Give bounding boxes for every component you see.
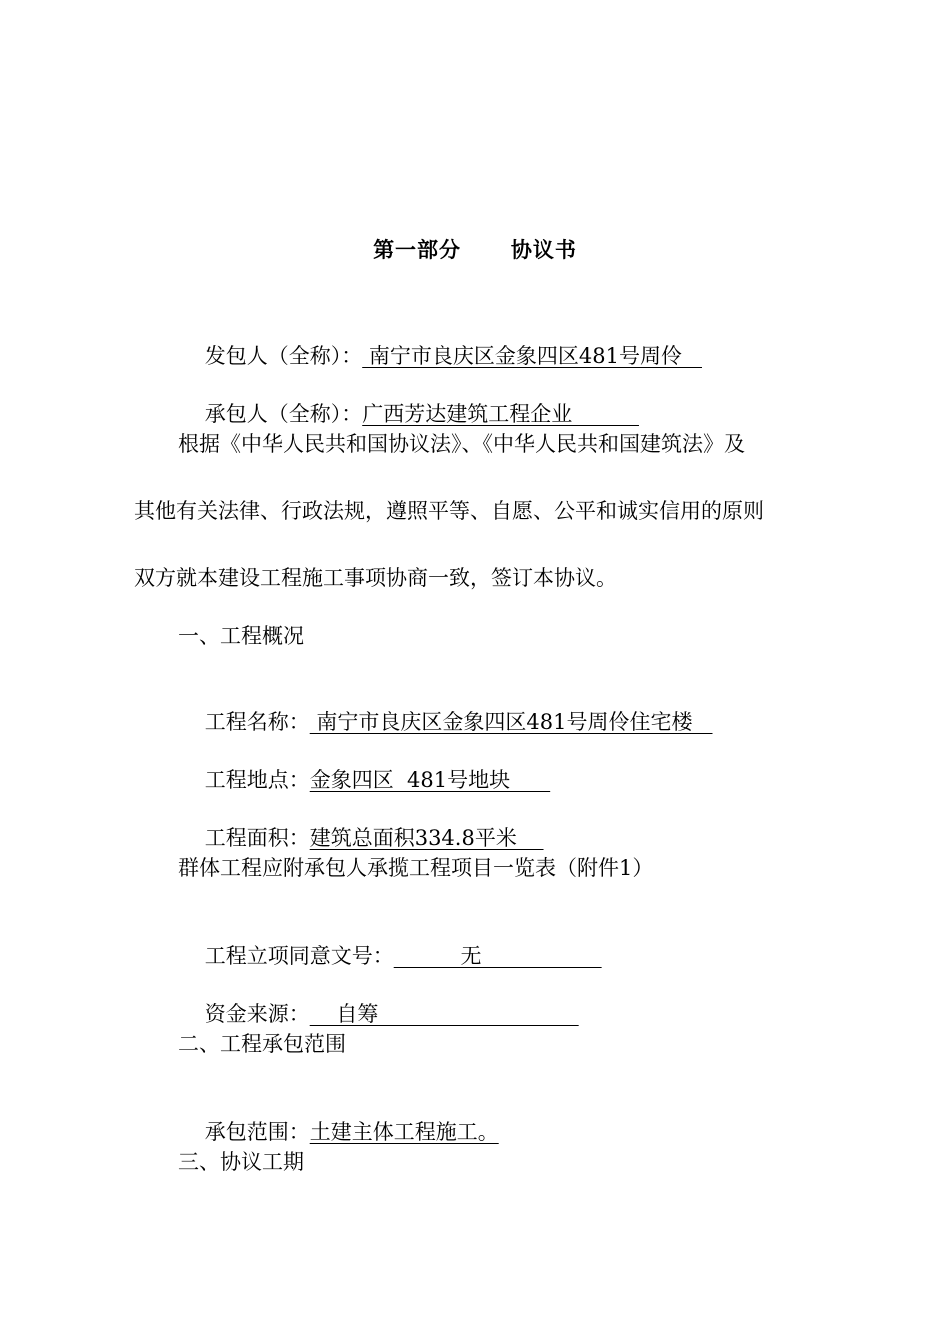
project-area-label: 工程面积： — [204, 826, 310, 850]
approval-number-value: 无 — [393, 944, 602, 968]
employer-value: 南宁市良庆区金象四区481号周伶 — [362, 344, 702, 368]
project-location-label: 工程地点： — [204, 768, 310, 792]
intro-line-3: 双方就本建设工程施工事项协商一致，签订本协议。 — [134, 566, 617, 590]
project-name-value: 南宁市良庆区金象四区481号周伶住宅楼 — [309, 710, 713, 734]
scope-label: 承包范围： — [204, 1120, 310, 1144]
page-title: 第一部分 协议书 — [373, 238, 577, 262]
project-location-value: 金象四区 481号地块 — [309, 768, 551, 792]
approval-number-label: 工程立项同意文号： — [204, 944, 394, 968]
project-name-label: 工程名称： — [204, 710, 310, 734]
employer-label: 发包人（全称）： — [204, 344, 363, 368]
intro-line-1: 根据《中华人民共和国协议法》、《中华人民共和国建筑法》及 — [178, 432, 745, 456]
section-1-heading: 一、工程概况 — [178, 624, 304, 648]
funding-source-label: 资金来源： — [204, 1002, 310, 1026]
funding-source-value: 自筹 — [309, 1002, 579, 1026]
section-3-heading: 三、协议工期 — [178, 1150, 304, 1174]
section-2-heading: 二、工程承包范围 — [178, 1032, 346, 1056]
contractor-value: 广西芳达建筑工程企业 — [362, 402, 639, 426]
contractor-label: 承包人（全称）： — [204, 402, 363, 426]
intro-line-2: 其他有关法律、行政法规，遵照平等、自愿、公平和诚实信用的原则 — [134, 499, 764, 523]
group-project-note: 群体工程应附承包人承揽工程项目一览表（附件1） — [178, 856, 654, 880]
scope-value: 土建主体工程施工。 — [309, 1120, 499, 1144]
project-area-value: 建筑总面积334.8平米 — [309, 826, 544, 850]
